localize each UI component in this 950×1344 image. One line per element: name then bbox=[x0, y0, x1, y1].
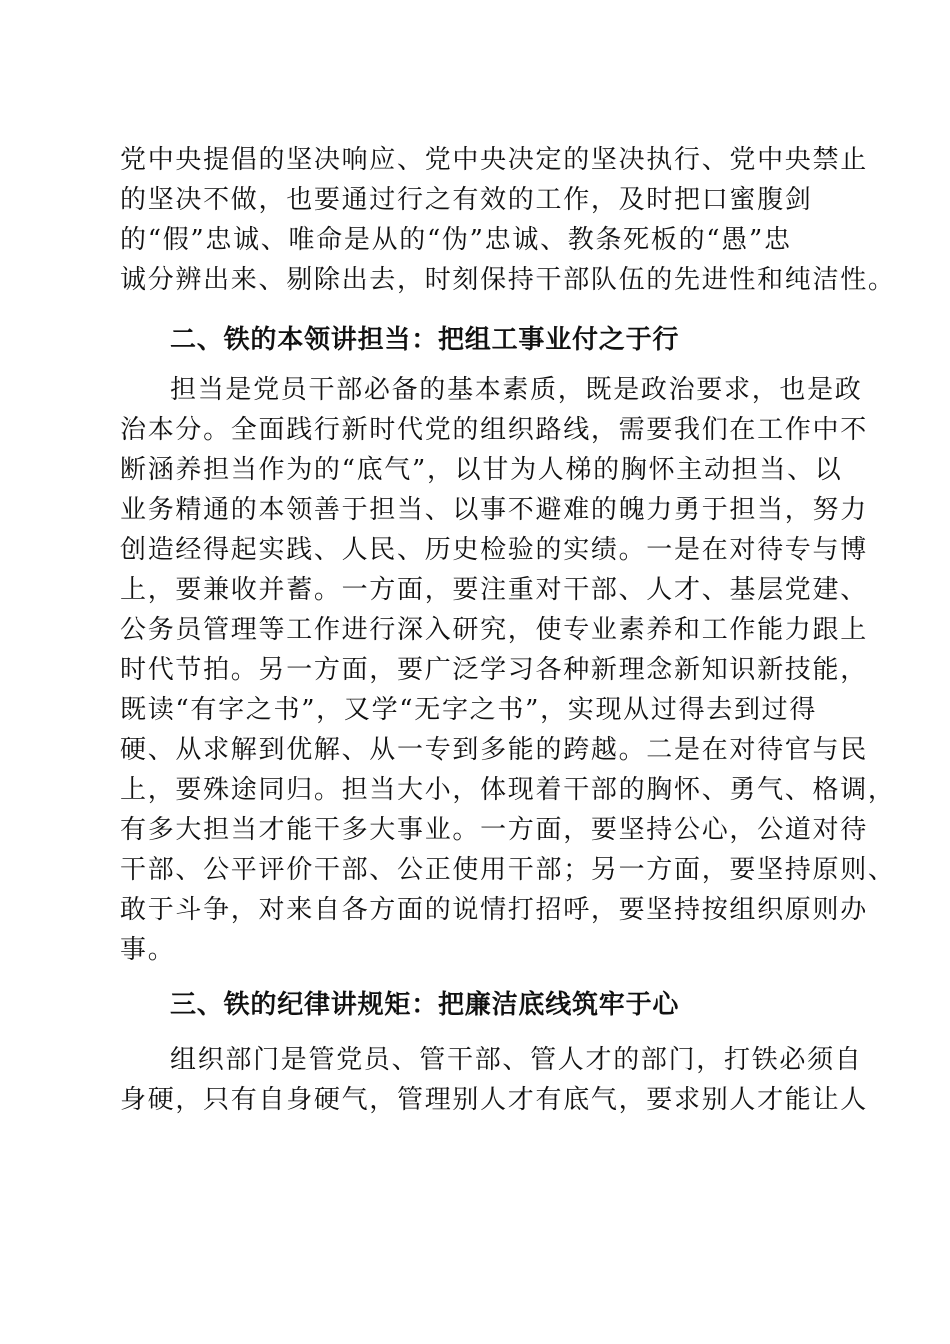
body-line: 硬、从求解到优解、从一专到多能的跨越。二是在对待官与民 bbox=[120, 735, 868, 765]
body-line: 断涵养担当作为的“底气”，以甘为人梯的胸怀主动担当、以 bbox=[120, 455, 843, 485]
body-line: 敢于斗争，对来自各方面的说情打招呼，要坚持按组织原则办 bbox=[120, 895, 868, 925]
body-line: 组织部门是管党员、管干部、管人才的部门，打铁必须自 bbox=[170, 1045, 863, 1075]
body-line: 创造经得起实践、人民、历史检验的实绩。一是在对待专与博 bbox=[120, 535, 868, 565]
body-line: 治本分。全面践行新时代党的组织路线，需要我们在工作中不 bbox=[120, 415, 868, 445]
body-line: 公务员管理等工作进行深入研究，使专业素养和工作能力跟上 bbox=[120, 615, 868, 645]
body-line: 的“假”忠诚、唯命是从的“伪”忠诚、教条死板的“愚”忠 bbox=[120, 225, 792, 255]
body-line: 身硬，只有自身硬气，管理别人才有底气，要求别人才能让人 bbox=[120, 1085, 868, 1115]
body-line: 既读“有字之书”，又学“无字之书”，实现从过得去到过得 bbox=[120, 695, 818, 725]
body-line: 有多大担当才能干多大事业。一方面，要坚持公心，公道对待 bbox=[120, 815, 868, 845]
body-line: 的坚决不做，也要通过行之有效的工作，及时把口蜜腹剑 bbox=[120, 185, 813, 215]
body-line: 时代节拍。另一方面，要广泛学习各种新理念新知识新技能， bbox=[120, 655, 868, 685]
section-heading-3: 三、铁的纪律讲规矩：把廉洁底线筑牢于心 bbox=[170, 990, 680, 1020]
body-line: 党中央提倡的坚决响应、党中央决定的坚决执行、党中央禁止 bbox=[120, 145, 868, 175]
body-line: 业务精通的本领善于担当、以事不避难的魄力勇于担当，努力 bbox=[120, 495, 868, 525]
body-line: 上，要兼收并蓄。一方面，要注重对干部、人才、基层党建、 bbox=[120, 575, 868, 605]
body-line: 干部、公平评价干部、公正使用干部；另一方面，要坚持原则、 bbox=[120, 855, 896, 885]
section-heading-2: 二、铁的本领讲担当：把组工事业付之于行 bbox=[170, 325, 680, 355]
body-line: 上，要殊途同归。担当大小，体现着干部的胸怀、勇气、格调， bbox=[120, 775, 896, 805]
body-line: 诚分辨出来、剔除出去，时刻保持干部队伍的先进性和纯洁性。 bbox=[120, 265, 896, 295]
body-line: 事。 bbox=[120, 935, 176, 965]
body-line: 担当是党员干部必备的基本素质，既是政治要求，也是政 bbox=[170, 375, 863, 405]
